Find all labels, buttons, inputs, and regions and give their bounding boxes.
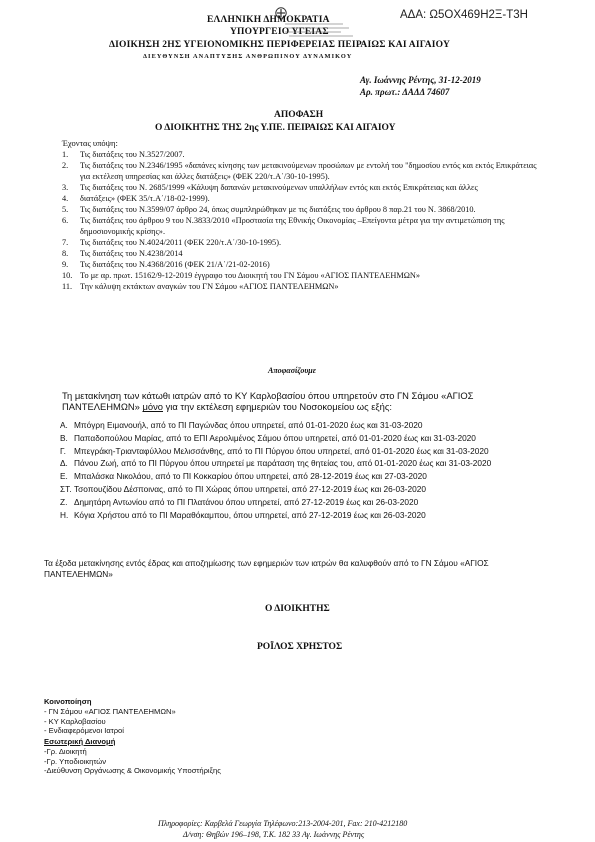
intro-text-2: για την εκτέλεση εφημεριών του Νοσοκομείου ως εξής: [163, 401, 392, 413]
consideration-number: 8. [62, 248, 69, 258]
consideration-item [62, 161, 547, 182]
signer-title: Ο ΔΙΟΙΚΗΤΗΣ [265, 604, 330, 614]
doctor-item [60, 510, 540, 521]
notification-item: - Ενδιαφερόμενοι Ιατροί [44, 726, 124, 736]
intro-paragraph [62, 390, 547, 413]
consideration-item [62, 260, 547, 271]
consideration-text: Τις διατάξεις του Ν.4238/2014 [80, 248, 183, 258]
intro-text-1: Τη μετακίνηση των κάτωθι ιατρών από το ΚΥ Καρλοβασίου όπου υπηρετούν στο ΓΝ Σάμου «ΑΓΙΟΣ ΠΑΝΤΕΛΕΗΜΩΝ» [62, 390, 474, 413]
consideration-item [62, 216, 547, 237]
consideration-text: Το με αρ. πρωτ. 15162/9-12-2019 έγγραφο του Διοικητή του ΓΝ Σάμου «ΑΓΙΟΣ ΠΑΝΤΕΛΕΗΜΩΝ» [80, 271, 421, 281]
doctor-letter: Β. [60, 432, 68, 443]
ada-code: ΑΔΑ: Ω5ΟΧ469Η2Ξ-Τ3Η [400, 9, 528, 21]
consideration-number: 9. [62, 259, 69, 269]
consideration-item [62, 282, 547, 293]
date-line: Αγ. Ιωάννης Ρέντης, 31-12-2019 [360, 75, 481, 85]
consideration-text: Τις διατάξεις του Ν.4368/2016 (ΦΕΚ 21/Α΄/21-02-2016) [80, 259, 270, 269]
doctor-text: Μπαλάσκα Νικολάου, από το ΠΙ Κοκκαρίου όπου υπηρετεί, από 28-12-2019 έως και 27-03-2020 [74, 471, 427, 482]
doctor-item [60, 433, 540, 444]
consideration-text: Τις διατάξεις του Ν.3527/2007. [80, 150, 185, 159]
doctor-text: Κόγια Χρήστου από το ΠΙ Μαραθόκαμπου, όπου υπηρετεί, από 27-12-2019 έως και 26-03-2020 [74, 509, 426, 520]
internal-distribution-title: Εσωτερική Διανομή [44, 737, 116, 746]
consideration-item [62, 249, 547, 260]
notification-title: Κοινοποίηση [44, 697, 92, 706]
doctors-list [60, 420, 540, 522]
consideration-text: Την κάλυψη εκτάκτων αναγκών του ΓΝ Σάμου «ΑΓΙΟΣ ΠΑΝΤΕΛΕΗΜΩΝ» [80, 282, 339, 292]
consideration-number: 10. [62, 271, 73, 281]
doctor-item [60, 420, 540, 431]
we-decide-heading: Αποφασίζουμε [268, 366, 317, 375]
consideration-item [62, 183, 547, 194]
doctor-text: Μπεγράκη-Τριανταφύλλου Μελισσάνθης, από το ΠΙ Πύργου όπου υπηρετεί, από 01-01-2020 έως και 31-03-2020 [74, 445, 489, 456]
consideration-item [62, 150, 547, 161]
doctor-letter: Ζ. [60, 496, 68, 507]
header-authority: ΔΙΟΙΚΗΣΗ 2ΗΣ ΥΓΕΙΟΝΟΜΙΚΗΣ ΠΕΡΙΦΕΡΕΙΑΣ ΠΕΙΡΑΙΩΣ ΚΑΙ ΑΙΓΑΙΟΥ [109, 40, 451, 50]
internal-distribution-list [44, 747, 221, 776]
consideration-text: διατάξεις» (ΦΕΚ 35/τ.Α΄/18-02-1999). [80, 193, 210, 203]
consideration-text: Τις διατάξεις του Ν.2346/1995 «δαπάνες κίνησης των μετακινούμενων προσώπων με εντολή του "δημοσίου εντός και εκτός Επικράτειας για εκτέλεση υπηρεσίας και άλλες διατάξεις» (ΦΕΚ 220/τ.Α΄/30-10-1995). [80, 161, 537, 181]
doctor-item [60, 484, 540, 495]
doctor-item [60, 471, 540, 482]
header-ministry: ΥΠΟΥΡΓΕΙΟ ΥΓΕΙΑΣ [230, 27, 329, 37]
header-republic: ΕΛΛΗΝΙΚΗ ΔΗΜΟΚΡΑΤΙΑ [207, 15, 330, 25]
internal-distribution-item: -Διεύθυνση Οργάνωσης & Οικονομικής Υποστήριξης [44, 766, 221, 776]
notification-item: - ΚΥ Καρλοβασίου [44, 716, 106, 726]
consideration-text: Τις διατάξεις του Ν.4024/2011 (ΦΕΚ 220/τ.Α΄/30-10-1995). [80, 237, 282, 247]
consideration-text: Τις διατάξεις του άρθρου 9 του Ν.3833/2010 «Προστασία της Εθνικής Οικονομίας –Επείγοντα μέτρα για την αντιμετώπιση της δημοσιονομικής κρίσης». [80, 216, 505, 236]
consideration-item [62, 194, 547, 205]
doctor-letter: Ε. [60, 471, 68, 482]
consideration-item [62, 238, 547, 249]
doctor-item [60, 458, 540, 469]
consideration-number: 4. [62, 193, 69, 203]
considerations-list [62, 150, 547, 293]
doctor-letter: Δ. [60, 458, 68, 469]
having-regard-label: Έχοντας υπόψη: [62, 138, 118, 148]
signer-name: ΡΟΪΛΟΣ ΧΡΗΣΤΟΣ [257, 642, 343, 652]
consideration-number: 5. [62, 204, 69, 214]
notification-item: - ΓΝ Σάμου «ΑΓΙΟΣ ΠΑΝΤΕΛΕΗΜΩΝ» [44, 707, 176, 716]
doctor-letter: Η. [60, 509, 69, 520]
doctor-text: Δημητάρη Αντωνίου από το ΠΙ Πλατάνου όπου υπηρετεί, από 27-12-2019 έως και 26-03-2020 [74, 496, 419, 507]
doctor-text: Πάνου Ζωή, από το ΠΙ Πύργου όπου υπηρετεί με παράταση της θητείας του, από 01-01-2020 έως και 31-03-2020 [74, 458, 492, 469]
consideration-number: 1. [62, 150, 69, 159]
doctor-letter: ΣΤ. [60, 483, 72, 494]
doctor-letter: Α. [60, 420, 68, 430]
internal-distribution-item: -Γρ. Υποδιοικητών [44, 756, 106, 766]
protocol-line: Αρ. πρωτ.: ΔΑΔΔ 74607 [360, 87, 450, 97]
decision-title: ΑΠΟΦΑΣΗ [274, 110, 324, 120]
doctor-text: Μπόγρη Ειμανουήλ, από το ΠΙ Παγώνδας όπου υπηρετεί, από 01-01-2020 έως και 31-03-2020 [74, 420, 423, 430]
intro-underlined: μόνο [142, 401, 163, 413]
doctor-item [60, 446, 540, 457]
footer-contact: Πληροφορίες: Καρβελά Γεωργία Τηλέφωνο:213-2004-201, Fax: 210-4212180 [158, 819, 408, 828]
outro-paragraph: Τα έξοδα μετακίνησης εντός έδρας και αποζημίωσης των εφημεριών των ιατρών θα καλυφθούν από το ΓΝ Σάμου «ΑΓΙΟΣ ΠΑΝΤΕΛΕΗΜΩΝ» [44, 558, 489, 579]
consideration-number: 11. [62, 282, 73, 292]
footer-address: Δ/νση: Θηβών 196–198, Τ.Κ. 182 33 Αγ. Ιωάννης Ρέντης [183, 830, 365, 839]
doctor-text: Παπαδοπούλου Μαρίας, από το ΕΠΙ Αερολιμένος Σάμου όπου υπηρετεί, από 01-01-2020 έως και 31-03-2020 [74, 432, 476, 443]
notification-list [44, 707, 176, 736]
consideration-number: 7. [62, 237, 69, 247]
doctor-item [60, 497, 540, 508]
consideration-item [62, 271, 547, 282]
consideration-number: 6. [62, 216, 69, 226]
consideration-number: 3. [62, 182, 69, 192]
doctor-text: Τσοπουζίδου Δέσποινας, από το ΠΙ Χώρας όπου υπηρετεί, από 27-12-2019 έως και 26-03-2020 [74, 483, 426, 494]
header-directorate: ΔΙΕΥΘΥΝΣΗ ΑΝΑΠΤΥΞΗΣ ΑΝΘΡΩΠΙΝΟΥ ΔΥΝΑΜΙΚΟΥ [143, 53, 353, 60]
decision-subtitle: Ο ΔΙΟΙΚΗΤΗΣ ΤΗΣ 2ης Υ.ΠΕ. ΠΕΙΡΑΙΩΣ ΚΑΙ ΑΙΓΑΙΟΥ [155, 123, 396, 133]
consideration-item [62, 205, 547, 216]
consideration-number: 2. [62, 161, 69, 171]
consideration-text: Τις διατάξεις του Ν.3599/07 άρθρο 24, όπως συμπληρώθηκαν με τις διατάξεις του άρθρου 8 παρ.21 του Ν. 3868/2010. [80, 204, 476, 214]
doctor-letter: Γ. [60, 445, 66, 456]
internal-distribution-item: -Γρ. Διοικητή [44, 747, 87, 756]
consideration-text: Τις διατάξεις του Ν. 2685/1999 «Κάλυψη δαπανών μετακινούμενων υπαλλήλων εντός και εκτός Επικράτειας και άλλες [80, 182, 478, 192]
digital-signature-stamp [283, 20, 357, 42]
